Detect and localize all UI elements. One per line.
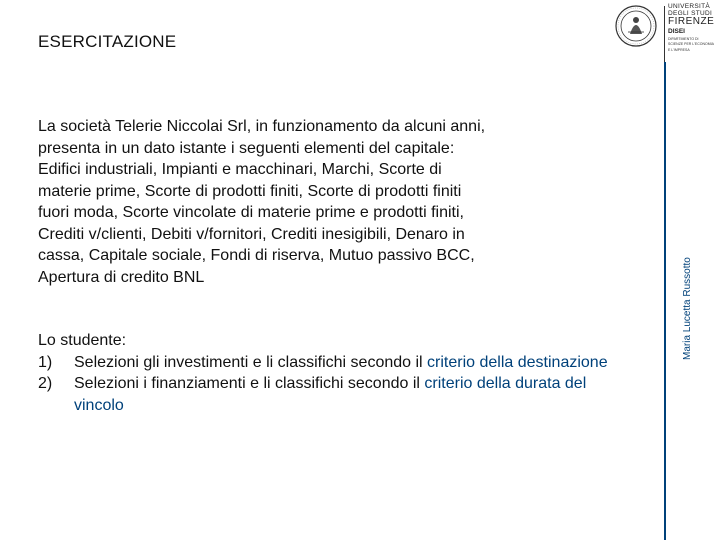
university-logo — [612, 2, 720, 62]
description-line: La società Telerie Niccolai Srl, in funzionamento da alcuni anni, — [38, 118, 486, 135]
task-emphasis: criterio della durata del vincolo — [74, 375, 587, 414]
logo-dept-sub3: E L'IMPRESA — [668, 47, 690, 52]
task-intro: Lo studente: — [38, 332, 127, 349]
description-line: Edifici industriali, Impianti e macchinari, Marchi, Scorte di — [38, 161, 442, 178]
description-line: presenta in un dato istante i seguenti elementi del capitale: — [38, 139, 455, 157]
logo-text — [668, 4, 720, 52]
logo-dept-sub1: DIPARTIMENTO DI — [668, 36, 699, 41]
logo-divider — [664, 6, 665, 62]
task-text: Selezioni gli investimenti e li classifichi secondo il — [74, 353, 428, 371]
task-number: 1) — [38, 353, 53, 371]
exercise-description — [38, 116, 618, 288]
task-item — [38, 373, 618, 416]
logo-city: FIRENZE — [668, 16, 715, 27]
description-line: fuori moda, Scorte vincolate di materie prime e prodotti finiti, — [38, 204, 464, 221]
logo-dept-sub2: SCIENZE PER L'ECONOMIA — [668, 42, 714, 46]
side-bar-bg — [666, 62, 720, 540]
university-seal-icon — [614, 4, 658, 48]
description-line: cassa, Capitale sociale, Fondi di riserva, Mutuo passivo BCC, — [38, 247, 475, 264]
task-emphasis: criterio della destinazione — [427, 353, 608, 371]
logo-university-line2: DEGLI STUDI — [668, 9, 713, 17]
task-section — [38, 330, 618, 416]
author-label: Maria Lucetta Russotto — [682, 257, 693, 360]
slide-title: ESERCITAZIONE — [38, 32, 177, 51]
logo-university-line1: UNIVERSITÀ — [668, 3, 711, 10]
description-line: Crediti v/clienti, Debiti v/fornitori, Crediti inesigibili, Denaro in — [38, 225, 465, 243]
logo-department: DISEI — [668, 28, 685, 35]
task-number: 2) — [38, 375, 53, 392]
description-line: Apertura di credito BNL — [38, 268, 205, 286]
task-text: Selezioni i finanziamenti e li classifichi secondo il — [74, 375, 425, 392]
description-line: materie prime, Scorte di prodotti finiti, Scorte di prodotti finiti — [38, 182, 462, 200]
task-item — [38, 352, 618, 374]
slide-content — [38, 116, 618, 416]
